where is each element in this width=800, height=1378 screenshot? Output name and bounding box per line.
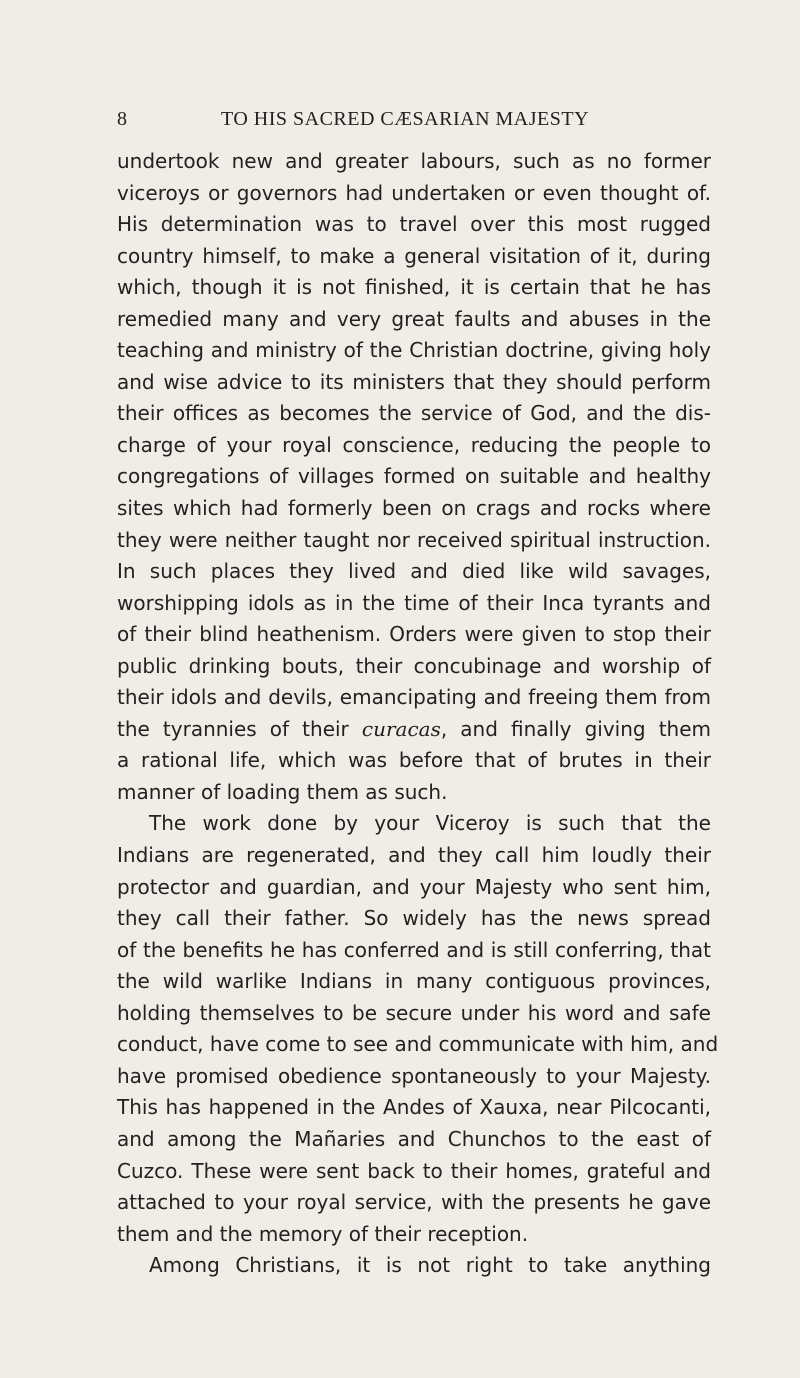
- text-line: sites which had formerly been on crags and rocks where: [117, 496, 711, 521]
- text-run: , and finally giving them: [440, 716, 712, 741]
- text-line: Indians are regenerated, and they call him loudly their: [117, 843, 711, 868]
- text-line: public drinking bouts, their concubinage and worship of: [117, 653, 711, 678]
- text-line: of the benefits he has conferred and is still conferring, that: [117, 937, 711, 962]
- text-line: country himself, to make a general visitation of it, during: [117, 243, 711, 268]
- text-line: In such places they lived and died like wild savages,: [117, 559, 711, 584]
- text-line: Among Christians, it is not right to take anything: [149, 1253, 711, 1278]
- text-line: have promised obedience spontaneously to your Majesty.: [117, 1063, 711, 1088]
- text-line: His determination was to travel over this most rugged: [117, 212, 711, 237]
- text-line: they call their father. So widely has the news spread: [117, 906, 711, 931]
- text-line: and among the Mañaries and Chunchos to the east of: [117, 1126, 711, 1151]
- text-line: [117, 714, 711, 746]
- text-line: undertook new and greater labours, such as no former: [117, 149, 711, 173]
- text-line: their offices as becomes the service of God, and the dis-: [117, 401, 711, 426]
- text-line: The work done by your Viceroy is such that the: [149, 811, 711, 836]
- text-line: and wise advice to its ministers that they should perform: [117, 369, 711, 394]
- text-line: them and the memory of their reception.: [117, 1221, 529, 1246]
- italic-term: curacas: [361, 716, 441, 741]
- text-line: protector and guardian, and your Majesty who sent him,: [117, 874, 711, 899]
- text-line: attached to your royal service, with the presents he gave: [117, 1190, 711, 1215]
- text-line: viceroys or governors had undertaken or even thought of.: [117, 180, 711, 205]
- text-line: worshipping idols as in the time of their Inca tyrants and: [117, 590, 711, 615]
- text-run: the tyrannies of their: [117, 716, 362, 741]
- text-line: the wild warlike Indians in many contiguous provinces,: [117, 969, 711, 994]
- text-line: congregations of villages formed on suitable and healthy: [117, 464, 711, 489]
- text-line: remedied many and very great faults and abuses in the: [117, 306, 711, 331]
- body-text: [117, 146, 719, 1282]
- text-line: Cuzco. These were sent back to their homes, grateful and: [117, 1158, 711, 1183]
- text-line: teaching and ministry of the Christian doctrine, giving holy: [117, 338, 711, 363]
- text-line: of their blind heathenism. Orders were given to stop their: [117, 622, 711, 647]
- page-header: [117, 103, 712, 135]
- text-line: charge of your royal conscience, reducing the people to: [117, 432, 711, 457]
- running-title: TO HIS SACRED CÆSARIAN MAJESTY: [221, 108, 590, 130]
- text-line: manner of loading them as such.: [117, 779, 448, 804]
- text-line: a rational life, which was before that of brutes in their: [117, 748, 711, 773]
- text-line: holding themselves to be secure under his word and safe: [117, 1000, 711, 1025]
- text-line: This has happened in the Andes of Xauxa, near Pilcocanti,: [117, 1095, 711, 1120]
- text-line: which, though it is not finished, it is certain that he has: [117, 275, 711, 300]
- text-line: their idols and devils, emancipating and freeing them from: [117, 685, 711, 710]
- text-line: they were neither taught nor received spiritual instruction.: [117, 527, 711, 552]
- page-number: 8: [117, 108, 128, 130]
- text-line: conduct, have come to see and communicate with him, and: [117, 1032, 719, 1057]
